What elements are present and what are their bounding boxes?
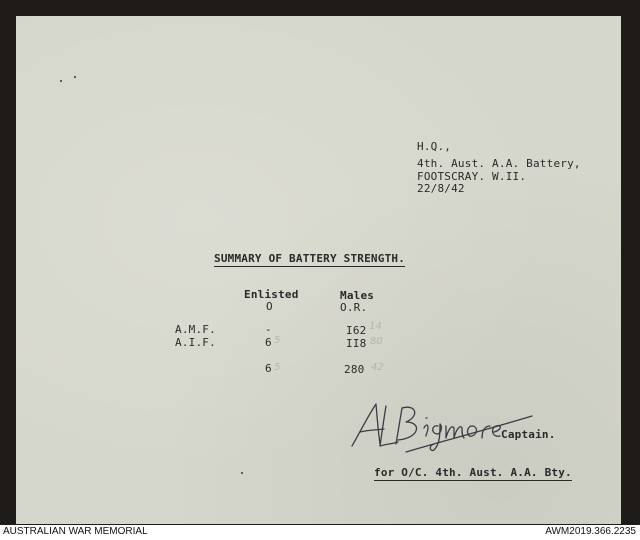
paper-speck [241, 472, 243, 474]
pencil-mark: 80 [370, 336, 383, 347]
row-label: A.M.F. [175, 323, 216, 336]
column-sub-enlisted: O [266, 300, 273, 313]
column-sub-males: O.R. [340, 301, 368, 314]
footer-bar [0, 525, 640, 540]
column-header-males: Males [340, 289, 375, 302]
row-males: I62 [346, 324, 367, 337]
total-enlisted: 6 [265, 362, 272, 375]
pencil-mark: 42 [371, 362, 384, 373]
header-line-date: 22/8/42 [417, 182, 465, 195]
row-label: A.I.F. [175, 336, 216, 349]
total-males: 280 [344, 363, 365, 376]
pencil-mark: 5 [274, 362, 281, 373]
row-enlisted: 6 [265, 336, 272, 349]
document-title: SUMMARY OF BATTERY STRENGTH. [214, 252, 406, 265]
pencil-mark: 14 [369, 321, 382, 332]
paper-speck [74, 76, 76, 78]
pencil-mark: 5 [274, 335, 281, 346]
row-enlisted: - [265, 323, 272, 336]
handwritten-signature [346, 394, 536, 454]
header-line-hq: H.Q., [417, 140, 452, 153]
signature-rank: Captain. [501, 428, 556, 441]
document-page [16, 16, 621, 524]
header-line-location: FOOTSCRAY. W.II. [417, 170, 527, 183]
signature-for-line: for O/C. 4th. Aust. A.A. Bty. [374, 466, 572, 479]
paper-speck [60, 80, 62, 82]
column-header-enlisted: Enlisted [244, 288, 299, 301]
row-males: II8 [346, 337, 367, 350]
footer-accession-number: AWM2019.366.2235 [545, 526, 636, 537]
header-line-battery: 4th. Aust. A.A. Battery, [417, 157, 581, 170]
footer-institution: AUSTRALIAN WAR MEMORIAL [3, 526, 148, 537]
